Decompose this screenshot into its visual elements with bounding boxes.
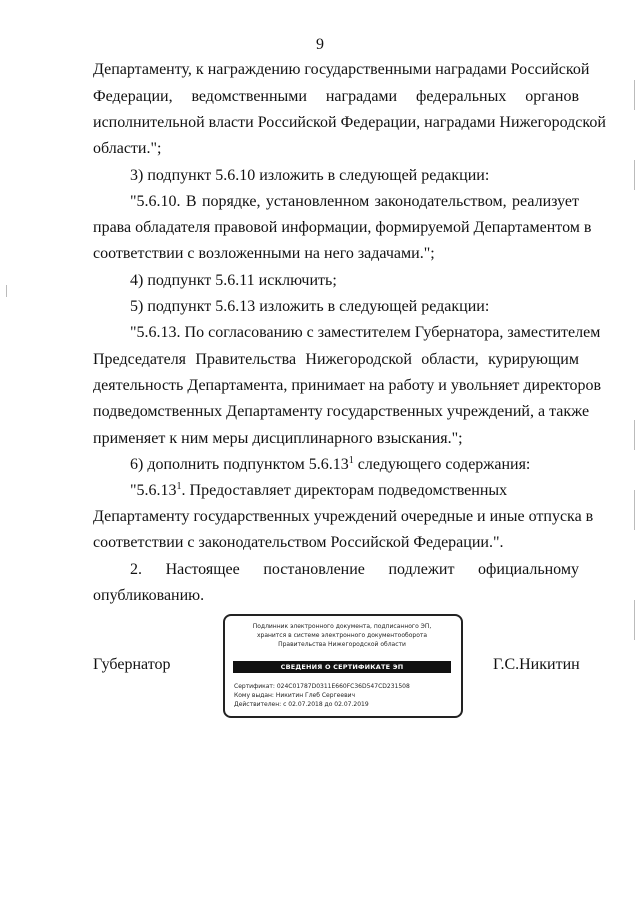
paragraph-line: опубликованию. [93, 587, 205, 604]
stamp-header-line: Правительства Нижегородской области [278, 641, 406, 648]
stamp-header-line: Подлинник электронного документа, подписанного ЭП, [252, 623, 432, 630]
stamp-header-line: хранится в системе электронного документооборота [256, 632, 428, 639]
signature-name: Г.С.Никитин [493, 656, 580, 673]
electronic-signature-stamp [223, 614, 463, 718]
paragraph-text: 6) дополнить подпунктом 5.6.13 [130, 456, 349, 473]
paragraph-line: "5.6.13. По согласованию с заместителем Губернатора, заместителем [130, 324, 601, 341]
paragraph-line: области."; [93, 140, 162, 157]
stamp-validity-label: Действителен: [234, 701, 282, 708]
stamp-validity-value: с 02.07.2018 до 02.07.2019 [283, 701, 369, 708]
signature-position: Губернатор [93, 656, 171, 673]
paragraph-line: Председателя Правительства Нижегородской области, курирующим [93, 351, 579, 368]
scan-edge-mark [634, 420, 635, 450]
paragraph-line: 2. Настоящее постановление подлежит официальному [130, 561, 579, 578]
stamp-validity [234, 701, 369, 709]
stamp-certificate-label: Сертификат: [234, 683, 275, 690]
paragraph-line: Федерации, ведомственными наградами федеральных органов [93, 88, 579, 105]
paragraph-line: права обладателя правовой информации, формируемой Департаментом в [93, 219, 592, 236]
paragraph-line: деятельность Департамента, принимает на работу и увольняет директоров [93, 377, 602, 394]
scan-edge-mark [634, 160, 635, 190]
paragraph-line: "5.6.10. В порядке, установленном законодательством, реализует [130, 193, 579, 210]
scan-edge-mark [634, 490, 635, 530]
paragraph-text: следующего содержания: [353, 456, 531, 473]
superscript: 1 [176, 481, 182, 492]
paragraph-line: подведомственных Департаменту государственных учреждений, а также [93, 403, 590, 420]
stamp-issued-to [234, 692, 355, 700]
paragraph-line: 5) подпункт 5.6.13 изложить в следующей редакции: [130, 298, 490, 315]
paragraph-line: 3) подпункт 5.6.10 изложить в следующей редакции: [130, 167, 490, 184]
stamp-certificate-value: 024C01787D0311E660FC36D547CD231508 [276, 683, 410, 690]
paragraph-line: исполнительной власти Российской Федерации, наградами Нижегородской [93, 114, 606, 131]
paragraph-line: 4) подпункт 5.6.11 исключить; [130, 272, 337, 289]
superscript: 1 [348, 455, 354, 466]
scan-edge-mark [634, 600, 635, 640]
stamp-certificate [234, 683, 410, 691]
paragraph-text: . Предоставляет директорам подведомственных [181, 482, 508, 499]
paragraph-line [130, 455, 579, 475]
paragraph-line: Департаменту, к награждению государственными наградами Российской [93, 61, 590, 78]
paragraph-line: соответствии с законодательством Российской Федерации.". [93, 534, 504, 551]
paragraph-line: соответствии с возложенными на него задачами."; [93, 245, 435, 262]
stamp-issued-to-label: Кому выдан: [234, 692, 274, 699]
paragraph-text: "5.6.13 [130, 482, 177, 499]
paragraph-line: применяет к ним меры дисциплинарного взыскания."; [93, 430, 463, 447]
scan-edge-mark [634, 80, 635, 110]
stamp-issued-to-value: Никитин Глеб Сергеевич [275, 692, 356, 699]
scan-edge-mark [6, 285, 7, 297]
page-number: 9 [316, 36, 324, 53]
paragraph-line [130, 481, 579, 501]
stamp-title-bar: СВЕДЕНИЯ О СЕРТИФИКАТЕ ЭП [233, 661, 451, 673]
paragraph-line: Департаменту государственных учреждений очередные и иные отпуска в [93, 508, 594, 525]
